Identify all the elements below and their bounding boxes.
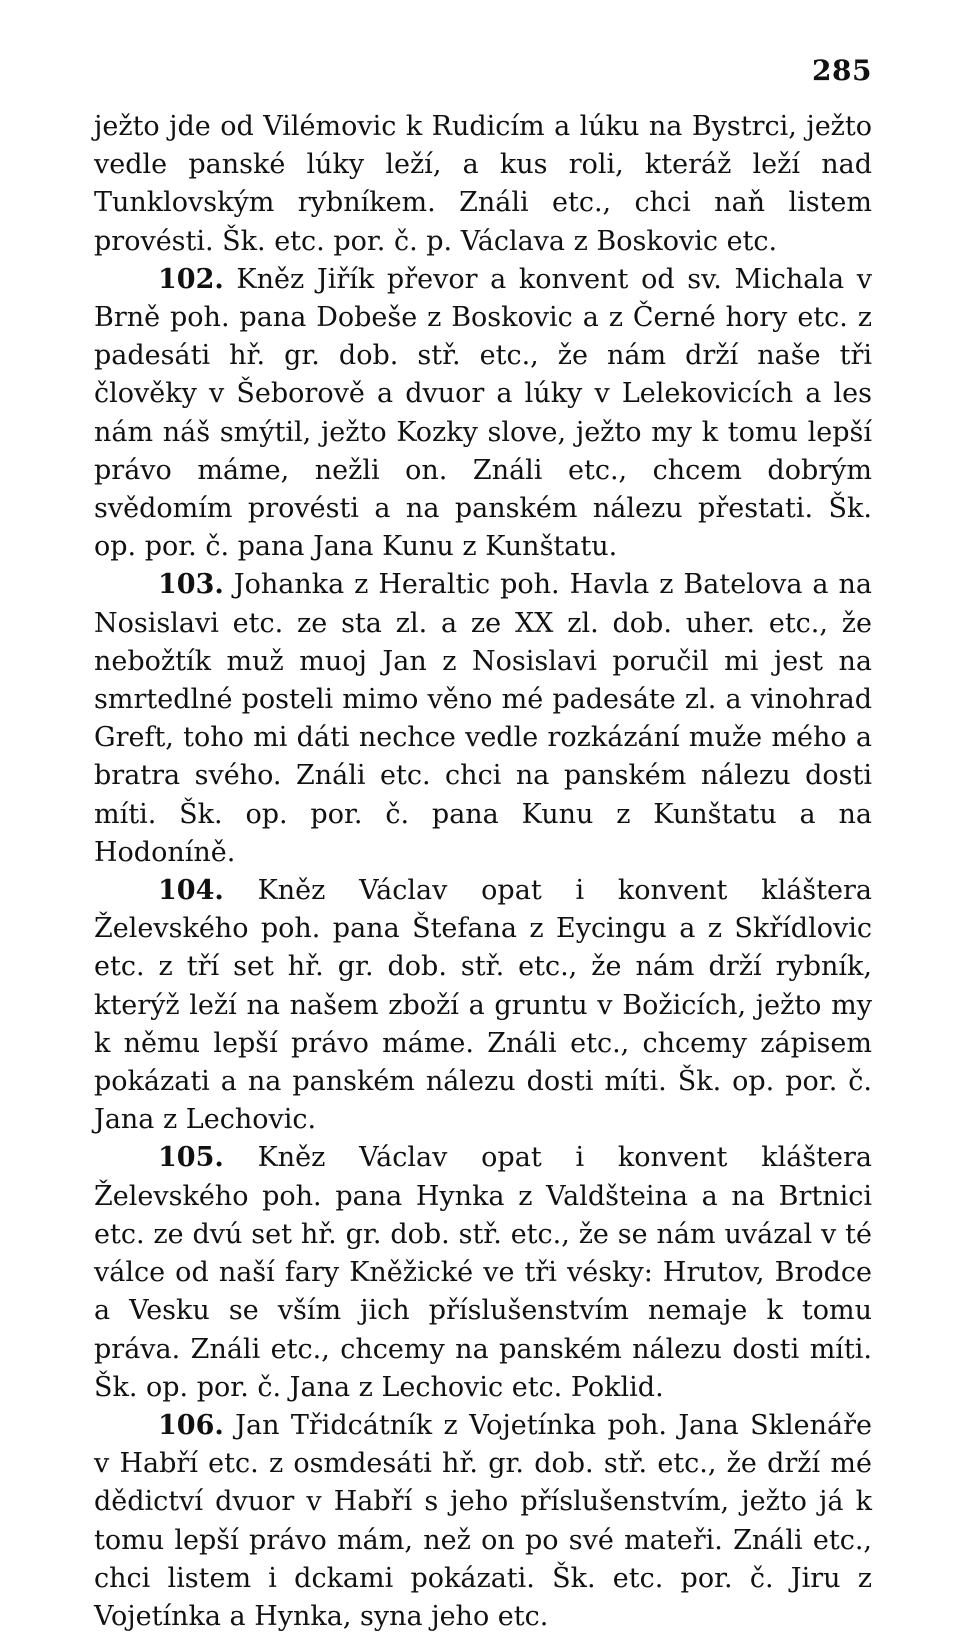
entry-number: 102. — [158, 263, 224, 295]
entry-104 — [94, 872, 872, 1139]
entry-102 — [94, 261, 872, 567]
paragraph-text: Kněz Jiřík převor a konvent od sv. Michala v Brně poh. pana Dobeše z Boskovic a z Černé hory etc. z padesáti hř. gr. dob. stř. etc., že nám drží naše tři člověky v Šeborově a dvuor a lúky v Lelekovicích a les nám náš smýtil, ježto Kozky slove, ježto my k tomu lepší právo máme, nežli on. Ználi etc., chcem dobrým svědomím provésti a na panském nálezu přestati. Šk. op. por. č. pana Jana Kunu z Kunštatu. — [94, 263, 872, 563]
paragraph-text: Kněz Václav opat i konvent kláštera Želevského poh. pana Hynka z Valdšteina a na Brtnici etc. ze dvú set hř. gr. dob. stř. etc., že se nám uvázal v té válce od naší fary Kněžické ve tři vésky: Hrutov, Brodce a Vesku se vším jich příslušenstvím nemaje k tomu práva. Ználi etc., chcemy na panském nálezu dosti míti. Šk. op. por. č. Jana z Lechovic etc. Poklid. — [94, 1142, 872, 1403]
entry-106 — [94, 1407, 872, 1636]
paragraph-text: Jan Třidcátník z Vojetínka poh. Jana Sklenáře v Habří etc. z osmdesáti hř. gr. dob. stř. etc., že drží mé dědictví dvuor v Habří s jeho příslušenstvím, ježto já k tomu lepší právo mám, než on po své mateři. Ználi etc., chci listem i dckami pokázati. Šk. etc. por. č. Jiru z Vojetínka a Hynka, syna jeho etc. — [94, 1409, 872, 1632]
paragraph-continuation — [94, 108, 872, 261]
entry-103 — [94, 566, 872, 872]
paragraph-text: ježto jde od Vilémovic k Rudicím a lúku na Bystrci, ježto vedle panské lúky leží, a kus roli, kteráž leží nad Tunklovským rybníkem. Ználi etc., chci naň listem provésti. Šk. etc. por. č. p. Václava z Boskovic etc. — [94, 111, 872, 257]
entry-number: 106. — [158, 1409, 224, 1441]
paragraph-text: Johanka z Heraltic poh. Havla z Batelova a na Nosislavi etc. ze sta zl. a ze XX zl. dob. uher. etc., že nebožtík muž muoj Jan z Nosislavi poručil mi jest na smrtedlné posteli mimo věno mé padesáte zl. a vinohrad Greft, toho mi dáti nechce vedle rozkázání muže mého a bratra svého. Ználi etc. chci na panském nálezu dosti míti. Šk. op. por. č. pana Kunu z Kunštatu a na Hodoníně. — [94, 569, 872, 868]
entry-number: 104. — [158, 875, 224, 907]
paragraph-text: Kněz Václav opat i konvent kláštera Želevského poh. pana Štefana z Eycingu a z Skřídlovic etc. z tří set hř. gr. dob. stř. etc., že nám drží rybník, kterýž leží na našem zboží a gruntu v Božicích, ježto my k němu lepší právo máme. Ználi etc., chcemy zápisem pokázati a na panském nálezu dosti míti. Šk. op. por. č. Jana z Lechovic. — [94, 875, 872, 1136]
body-text — [94, 108, 872, 1636]
entry-105 — [94, 1139, 872, 1406]
entry-number: 103. — [158, 569, 224, 601]
entry-number: 105. — [158, 1142, 224, 1174]
page-number: 285 — [812, 54, 872, 87]
